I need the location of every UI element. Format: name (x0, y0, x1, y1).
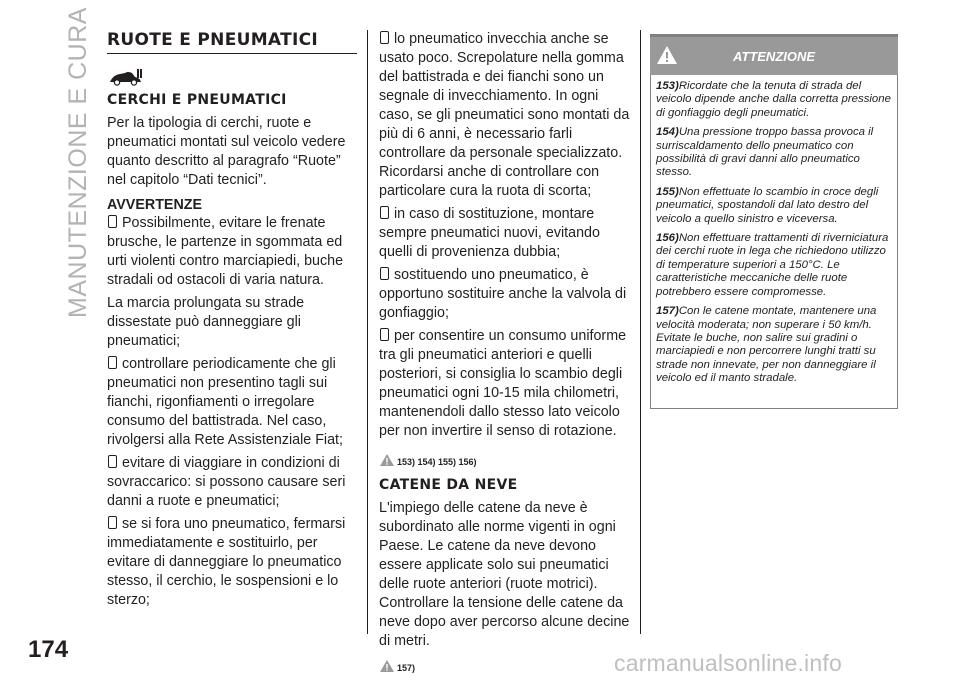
column-divider (367, 30, 368, 634)
checkbox-bullet-icon (108, 215, 117, 228)
column-divider (640, 30, 641, 634)
checkbox-bullet-icon (380, 31, 389, 44)
warning-header (650, 37, 898, 75)
bullet-item: controllare periodicamente che gli pneumatici non presentino tagli sui fianchi, rigonfiamenti o irregolare consumo del battistrada. Nel caso, rivolgersi alla Rete Assistenziale Fiat; (107, 356, 343, 448)
warning-title: ATTENZIONE (732, 48, 816, 64)
warning-item: 153)Ricordate che la tenuta di strada del veicolo dipende anche dalla corretta pressione di gonfiaggio degli pneumatici. (656, 80, 891, 119)
bullet-item: sostituendo uno pneumatico, è opportuno sostituire anche la valvola di gonfiaggio; (379, 267, 627, 321)
bullet-item: se si fora uno pneumatico, fermarsi immediatamente e sostituirlo, per evitare di danneggiare lo pneumatico stesso, il cerchio, le sospensioni e lo sterzo; (107, 516, 346, 608)
warning-item: 155)Non effettuate lo scambio in croce degli pneumatici, spostandoli dal lato destro del veicolo a quello sinistro e viceversa. (656, 185, 879, 225)
warnings-title: AVVERTENZE (107, 197, 203, 213)
checkbox-bullet-icon (108, 516, 117, 529)
page-number: 174 (28, 636, 69, 663)
vehicle-type-icon (109, 68, 143, 86)
reference-numbers: 153) 154) 155) 156) (397, 457, 477, 467)
bullet-item: evitare di viaggiare in condizioni di sovraccarico: si possono causare seri danni a ruote e pneumatici; (107, 455, 346, 509)
warning-item: 157)Con le catene montate, mantenere una velocità moderata; non superare i 50 km/h. Evitate le buche, non salire sui gradini o marciapiedi e non percorrere lunghi tratti su strade non innevate, per non danneggiare il veicolo ed il manto stradale. (656, 305, 877, 385)
checkbox-bullet-icon (108, 455, 117, 468)
page-heading: RUOTE E PNEUMATICI (107, 30, 318, 50)
warning-references (379, 453, 631, 467)
subheading-rims: CERCHI E PNEUMATICI (107, 92, 287, 108)
warning-triangle-icon (656, 45, 678, 65)
bullet-item: in caso di sostituzione, montare sempre pneumatici nuovi, evitando quelli di provenienza dubbia; (379, 206, 600, 260)
warning-triangle-icon (379, 659, 395, 673)
checkbox-bullet-icon (380, 206, 389, 219)
warning-box (650, 34, 898, 409)
intro-paragraph: Per la tipologia di cerchi, ruote e pneumatici montati sul veicolo vedere quanto descritto al paragrafo “Ruote” nel capitolo “Dati tecnici”. (107, 115, 346, 188)
warning-item: 154)Una pressione troppo bassa provoca il surriscaldamento dello pneumatico con possibilità di gravi danni allo pneumatico stesso. (656, 126, 874, 179)
column-right (650, 34, 898, 409)
watermark: carmanualsonline.info (614, 650, 842, 676)
checkbox-bullet-icon (108, 356, 117, 369)
bullet-item: Possibilmente, evitare le frenate brusche, le partenze in sgommata ed urti violenti contro marciapiedi, buche stradali od ostacoli di varia natura. (107, 215, 344, 288)
column-middle (379, 30, 631, 683)
paragraph: La marcia prolungata su strade dissestate può danneggiare gli pneumatici; (107, 295, 305, 349)
bullet-item: per consentire un consumo uniforme tra gli pneumatici anteriori e quelli posteriori, si consiglia lo scambio degli pneumatici ogni 10-15 mila chilometri, mantenendoli dallo stesso lato veicolo per non invertire il senso di rotazione. (379, 328, 627, 439)
checkbox-bullet-icon (380, 328, 389, 341)
bullet-item: lo pneumatico invecchia anche se usato poco. Screpolature nella gomma del battistrada e dei fianchi sono un segnale di invecchiamento. In ogni caso, se gli pneumatici sono montati da più di 6 anni, è necessario farli controllare da personale specializzato. Ricordarsi anche di controllare con particolare cura la ruota di scorta; (379, 31, 630, 199)
warning-item: 156)Non effettuare trattamenti di riverniciatura dei cerchi ruote in lega che richiedono utilizzo di temperature superiori a 150°C. Le caratteristiche meccaniche delle ruote potrebbero essere compromesse. (656, 232, 889, 298)
warning-triangle-icon (379, 453, 395, 467)
warning-body (650, 75, 898, 409)
column-left (107, 30, 353, 614)
section-side-title-text: MANUTENZIONE E CURA (63, 6, 92, 318)
checkbox-bullet-icon (380, 267, 389, 280)
section-side-title (60, 6, 96, 318)
reference-numbers: 157) (397, 663, 416, 673)
heading-rule (107, 53, 357, 54)
warning-references (379, 659, 631, 673)
subheading-snow-chains: CATENE DA NEVE (379, 477, 518, 493)
chains-paragraph: L'impiego delle catene da neve è subordinato alle norme vigenti in ogni Paese. Le catene da neve devono essere applicate solo sui pneumatici delle ruote anteriori (ruote motrici). Controllare la tensione delle catene da neve dopo aver percorso alcune decine di metri. (379, 500, 630, 649)
